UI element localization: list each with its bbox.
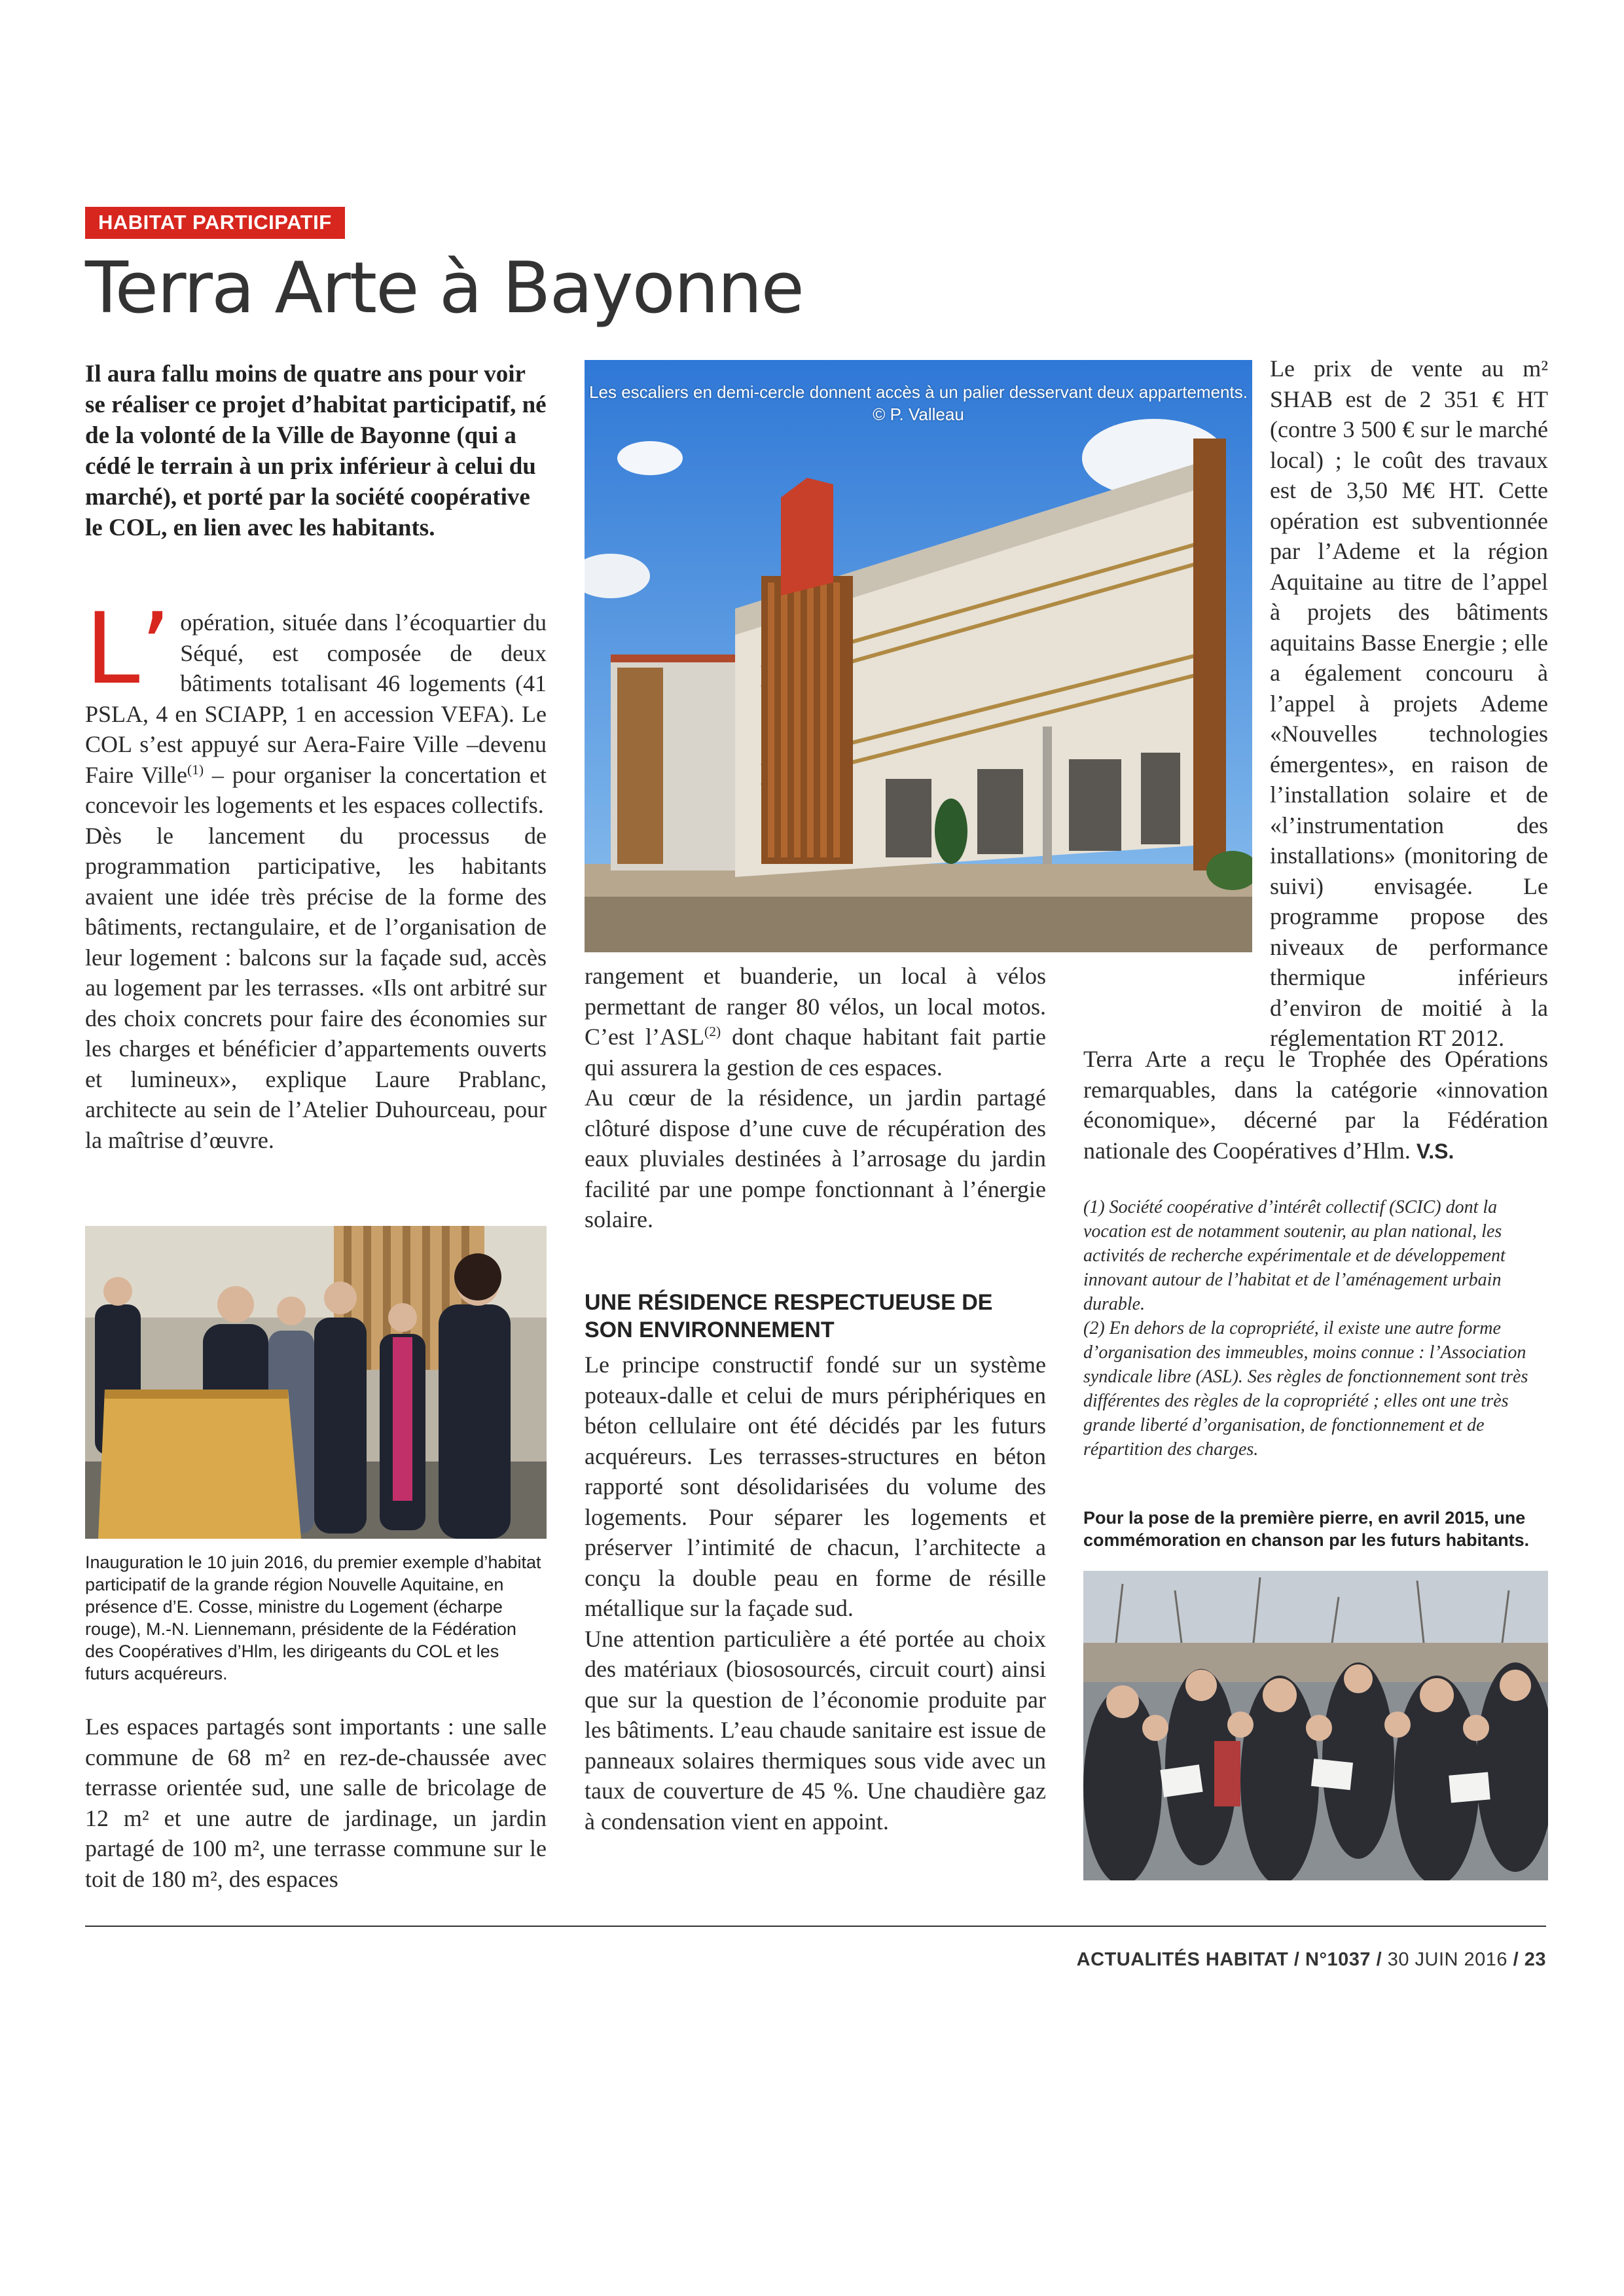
paragraph: Dès le lancement du processus de programmation participative, les habitants avaient une idée très précise de la forme des bâtiments, rectangulaire, et de l’organisation de leur logement : balcons sur la façade sud, accès au logement par les terrasses. «Ils ont arbitré sur des choix concrets pour faire des économies sur les charges et bénéficier d’appartements ouverts et lumineux», explique Laure Prablanc, architecte au sein de l’Atelier Duhourceau, pour la maîtrise d’œuvre. [85,822,547,1153]
building-photo [585,360,1252,952]
footer-rule [85,1926,1546,1927]
article-title: Terra Arte à Bayonne [85,247,804,329]
drop-cap: L’ [85,592,171,706]
article-lead: Il aura fallu moins de quatre ans pour voir se réaliser ce projet d’habitat participatif, né de la volonté de la Ville de Bayonne (qui a cédé le terrain à un prix inférieur à celui du marché), et porté par la société coopérative le COL, en lien avec les habitants. [85,361,547,541]
issue-number: N°1037 [1305,1949,1371,1970]
paragraph: Une attention particulière a été portée au choix des matériaux (biososourcés, circuit court) ainsi que sur la question de l’économie produite par les bâtiments. L’eau chaude sanitaire est issue de panneaux solaires thermiques sous vide avec un taux de couverture de 45 %. Une chaudière gaz à condensation vient en appoint. [585,1625,1046,1835]
footnote-ref-2: (2) [704,1024,721,1039]
column-1-continued [85,1712,547,1894]
paragraph: Le principe constructif fondé sur un système poteaux-dalle et celui de murs périphériques en béton cellulaire ont été décidés par les futurs acquéreurs. Les terrasses-structures en béton rapporté sont désolidarisées du volume des logements. Pour séparer les logements et préserver l’intimité de chacun, l’architecte a conçu la double peau en forme de résille métallique sur la façade sud. [585,1352,1046,1621]
author-signature: V.S. [1416,1139,1454,1163]
column-2-continued [585,1350,1046,1837]
footnotes [1083,1195,1548,1462]
column-3-text [1083,1044,1548,1166]
paragraph: Terra Arte a reçu le Trophée des Opérations remarquables, dans la catégorie «innovation économique», décerné par la Fédération nationale des Coopératives d’Hlm. V.S. [1083,1046,1548,1164]
footnote-ref-1: (1) [187,761,204,778]
section-subhead: UNE RÉSIDENCE RESPECTUEUSE DE SON ENVIRONNEMENT [585,1290,993,1342]
inauguration-photo [85,1226,547,1539]
paragraph-intro: L’ opération, située dans l’écoquartier du Séqué, est composée de deux bâtiments totalisant 46 logements (41 PSLA, 4 en SCIAPP, 1 en accession VEFA). Le COL s’est appuyé sur Aera-Faire Ville –devenu Faire Ville$^{(1)}$ – pour organiser la concertation et concevoir les logements et les espaces collectifs. [85,592,547,818]
paragraph: Les espaces partagés sont importants : une salle commune de 68 m² en rez-de-chaussée avec terrasse orientée sud, une salle de bricolage de 12 m² et une autre de jardinage, un jardin partagé de 100 m², une terrasse commune sur le toit de 180 m², des espaces [85,1713,547,1892]
column-2-text [585,961,1046,1235]
page-footer: ACTUALITÉS HABITAT / N°1037 / 30 JUIN 2016 / 23 [1076,1949,1546,1970]
paragraph: Au cœur de la résidence, un jardin partagé clôturé dispose d’une cuve de récupération des eaux pluviales destinées à l’arrosage du jardin facilité par une pompe fonctionnant à l’énergie solaire. [585,1085,1046,1232]
issue-date: 30 JUIN 2016 [1387,1949,1508,1970]
footnote-2: (2) En dehors de la copropriété, il existe une autre forme d’organisation des immeubles, moins connue : l’Association syndicale libre (ASL). Ses règles de fonctionnement sont très différentes des règles de la copropriété ; elles ont une très grande liberté d’organisation, de fonctionnement et de répartition des charges. [1083,1318,1528,1460]
building-photo-caption: Les escaliers en demi-cercle donnent accès à un palier desservant deux appartements. © P. Valleau [589,382,1248,424]
rubric-tag: HABITAT PARTICIPATIF [85,207,345,239]
paragraph: Le prix de vente au m² SHAB est de 2 351 € HT (contre 3 500 € sur le marché local) ; le coût des travaux est de 3,50 M€ HT. Cette opération est subventionnée par l’Ademe et la région Aquitaine au titre de l’appel à projets des bâtiments aquitains Basse Energie ; elle a également concouru à l’appel à projets Ademe «Nouvelles technologies émergentes», en raison de l’installation solaire et de «l’instrumentation des installations» (monitoring de suivi) envisagée. Le programme propose des niveaux de performance thermique inférieurs d’environ de moitié à la réglementation RT 2012. [1270,355,1548,1051]
inauguration-caption: Inauguration le 10 juin 2016, du premier exemple d’habitat participatif de la grande région Nouvelle Aquitaine, en présence d’E. Cosse, ministre du Logement (écharpe rouge), M.-N. Liennemann, présidente de la Fédération des Coopératives d’Hlm, les dirigeants du COL et les futurs acquéreurs. [85,1552,541,1683]
column-1-text [85,592,547,1155]
column-3-text-top [1270,353,1548,1054]
footnote-1: (1) Société coopérative d’intérêt collectif (SCIC) dont la vocation est de notamment soutenir, au plan national, les activités de recherche expérimentale et de développement innovant autour de l’habitat et de l’aménagement urbain durable. [1083,1197,1506,1314]
page-number: 23 [1524,1949,1546,1970]
ceremony-caption: Pour la pose de la première pierre, en avril 2015, une commémoration en chanson par les futurs habitants. [1083,1508,1530,1550]
paragraph: rangement et buanderie, un local à vélos permettant de ranger 80 vélos, un local motos. C’est l’ASL$^{(2)}$ dont chaque habitant fait partie qui assurera la gestion de ces espaces. [585,963,1046,1081]
ceremony-photo [1083,1571,1548,1880]
publication-name: ACTUALITÉS HABITAT [1076,1949,1289,1970]
